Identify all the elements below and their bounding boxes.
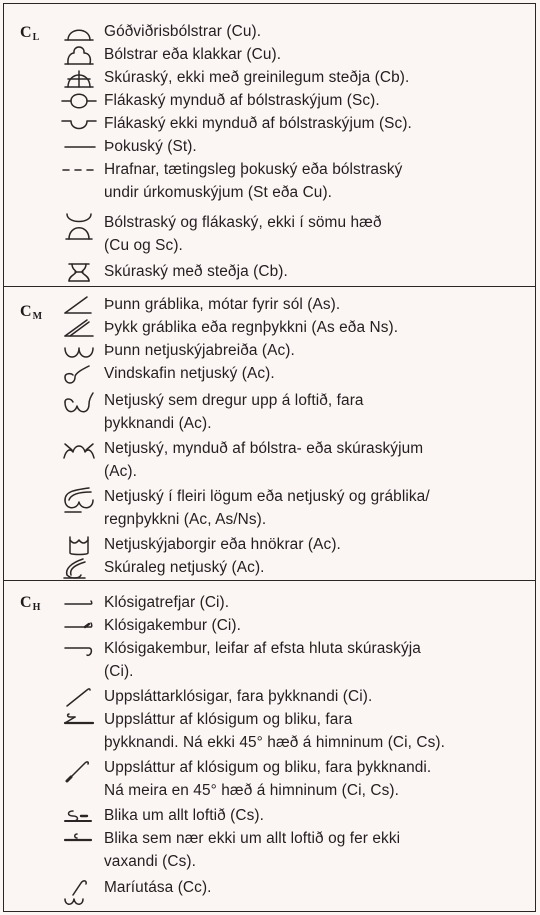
item-text: Þykk gráblika eða regnþykkni (As eða Ns). xyxy=(104,319,399,336)
cirrus-from-cumulonimbus-icon xyxy=(61,638,97,660)
cumulus-icon xyxy=(61,21,97,43)
item-text: Netjuskýjaborgir eða hnökrar (Ac). xyxy=(104,536,341,553)
item-text: Klósigatrefjar (Ci). xyxy=(104,594,230,611)
section-divider xyxy=(4,580,535,581)
item-text: Uppsláttarklósigar, fara þykknandi (Ci). xyxy=(104,688,373,705)
section-divider xyxy=(4,286,535,287)
lenticular-altocumulus-icon xyxy=(61,363,97,385)
item-text-line-1: Uppsláttur af klósigum og bliku, fara xyxy=(104,711,353,728)
code-letter: C xyxy=(20,594,32,611)
item-text: Flákaský ekki mynduð af bólstraskýjum (Sc). xyxy=(104,115,412,132)
item-text-line-2: regnþykkni (Ac, As/Ns). xyxy=(104,511,267,528)
code-letter: C xyxy=(20,303,32,320)
item-text-line-1: Netjuský, mynduð af bólstra- eða skúraskýjum xyxy=(104,440,424,457)
cumulonimbus-no-anvil-icon xyxy=(61,67,97,89)
item-text-line-1: Uppsláttur af klósigum og bliku, fara þykknandi. xyxy=(104,759,432,776)
hooked-cirrus-icon xyxy=(61,686,97,708)
item-text-line-2: (Ac). xyxy=(104,463,137,480)
cirrostratus-low-icon xyxy=(61,709,97,731)
stratocumulus-icon xyxy=(61,113,97,135)
layered-altocumulus-icon xyxy=(61,486,97,514)
section-code-low xyxy=(20,24,39,43)
item-text: Góðviðrisbólstrar (Cu). xyxy=(104,23,262,40)
chaotic-altocumulus-icon xyxy=(61,557,97,579)
stratus-icon xyxy=(61,136,97,158)
item-text-line-1: Hrafnar, tætingsleg þokuský eða bólstraský xyxy=(104,161,403,178)
item-text-line-1: Netjuský sem dregur upp á loftið, fara xyxy=(104,392,364,409)
item-text: Þokuský (St). xyxy=(104,138,197,155)
item-text-line-2: vaxandi (Cs). xyxy=(104,853,196,870)
item-text: Bólstrar eða klakkar (Cu). xyxy=(104,46,282,63)
item-text: Blika um allt loftið (Cs). xyxy=(104,807,264,824)
item-text-line-2: undir úrkomuskýjum (St eða Cu). xyxy=(104,184,333,201)
thin-altocumulus-icon xyxy=(61,340,97,362)
spreading-altocumulus-icon xyxy=(61,390,97,416)
item-text-line-1: Blika sem nær ekki um allt loftið og fer ekki xyxy=(104,830,401,847)
item-text: Skúraský, ekki með greinilegum steðja (Cb). xyxy=(104,69,410,86)
item-text-line-2: (Ci). xyxy=(104,663,134,680)
cirrostratus-whole-sky-icon xyxy=(61,805,97,827)
item-text: Vindskafin netjuský (Ac). xyxy=(104,365,275,382)
item-text: Flákaský mynduð af bólstraskýjum (Sc). xyxy=(104,92,380,109)
item-text: Klósigakembur (Ci). xyxy=(104,617,242,634)
item-text-line-1: Bólstraský og flákaský, ekki í sömu hæð xyxy=(104,214,382,231)
item-text-line-1: Netjuský í fleiri lögum eða netjuský og gráblika/ xyxy=(104,488,430,505)
cumulonimbus-anvil-icon xyxy=(61,261,97,283)
cumulus-and-stratocumulus-icon xyxy=(61,212,97,242)
item-text: Skúraský með steðja (Cb). xyxy=(104,263,288,280)
cirrus-filaments-icon xyxy=(61,592,97,614)
code-subscript: L xyxy=(32,32,40,43)
item-text: Skúraleg netjuský (Ac). xyxy=(104,559,265,576)
item-text-line-1: Klósigakembur, leifar af efsta hluta skúraskýja xyxy=(104,640,421,657)
item-text-line-2: þykknandi. Ná ekki 45° hæð á himninum (Ci, Cs). xyxy=(104,734,446,751)
item-text: Þunn gráblika, mótar fyrir sól (As). xyxy=(104,296,341,313)
section-code-high xyxy=(20,594,40,613)
dense-cirrus-icon xyxy=(61,615,97,637)
towering-cumulus-icon xyxy=(61,44,97,66)
code-letter: C xyxy=(20,24,32,41)
section-code-middle xyxy=(20,303,42,322)
item-text: Maríutása (Cc). xyxy=(104,879,212,896)
cirrostratus-high-icon xyxy=(61,757,97,785)
item-text-line-2: (Cu og Sc). xyxy=(104,237,183,254)
code-subscript: H xyxy=(32,602,41,613)
item-text-line-2: þykknandi (Ac). xyxy=(104,415,212,432)
thin-altostratus-icon xyxy=(61,294,97,316)
cirrocumulus-icon xyxy=(61,877,97,907)
altocumulus-castellanus-icon xyxy=(61,534,97,556)
item-text-line-2: Ná meira en 45° hæð á himninum (Ci, Cs). xyxy=(104,782,399,799)
cirrostratus-partial-icon xyxy=(61,828,97,850)
item-text: Þunn netjuskýjabreiða (Ac). xyxy=(104,342,295,359)
thick-altostratus-icon xyxy=(61,317,97,339)
cloud-symbol-table xyxy=(3,3,536,912)
fractostratus-icon xyxy=(61,159,97,181)
code-subscript: M xyxy=(32,311,43,322)
altocumulus-from-cumulus-icon xyxy=(61,438,97,460)
stratocumulus-from-cumulus-icon xyxy=(61,90,97,112)
